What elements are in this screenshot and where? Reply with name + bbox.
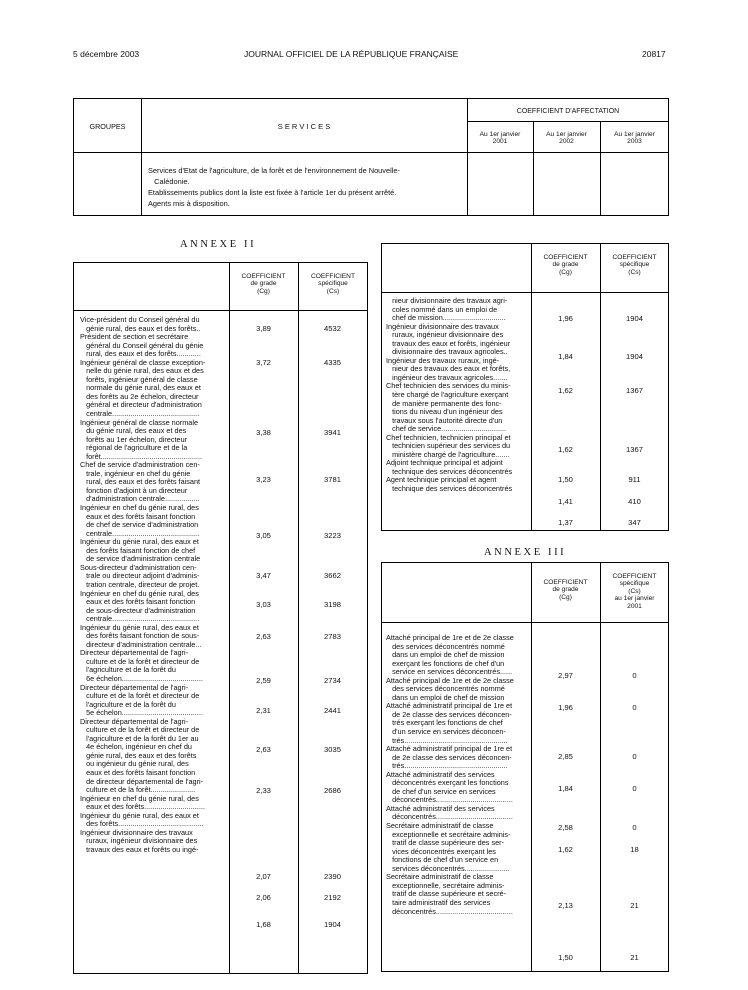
cs-value: 2441: [324, 706, 341, 715]
cg-value: 3,47: [256, 571, 271, 580]
cg-value: 2,85: [558, 752, 573, 761]
cs-value: 1904: [324, 920, 341, 929]
cs-value: 911: [628, 475, 641, 484]
col-year-2002: Au 1er janvier 2002: [546, 131, 587, 146]
page-number: 20817: [642, 49, 666, 59]
cs-value: 3781: [324, 475, 341, 484]
col-cs: COEFFICIENT spécifique (Cs): [311, 273, 355, 295]
cs-value: 1904: [626, 352, 643, 361]
cg-value: 2,13: [558, 901, 573, 910]
cg-value: 2,59: [256, 676, 271, 685]
cs-value: 0: [632, 784, 637, 793]
cs-value: 410: [628, 497, 641, 506]
cg-value: 1,84: [558, 352, 573, 361]
cs-value: 1904: [626, 314, 643, 323]
cs-value: 4532: [324, 324, 341, 333]
annex-ii-right-text: nieur divisionnaire des travaux agri- coles nommé dans un emploi de chef de mission............................... Ingénieur divisionnaire des travaux ruraux, ingénieur divisionnaire des travaux des eaux et forêts, ingénieur divisionnaire des travaux agricoles.. Ingénieur des travaux ruraux, ingé- nieur des travaux des eaux et forêts, ingénieur des travaux agricoles....... Chef technicien des services du minis- tère chargé de l'agriculture exerçant de manière permanente des fonc- tions du niveau d'un ingénieur des travaux sous l'autorité directe d'un chef de service................................ Chef technicien, technicien principal et technicien supérieur des services du ministère chargé de l'agriculture....... Adjoint technique principal et adjoint technique des services déconcentrés Agent technique principal et agent technique des services déconcentrés: [386, 296, 513, 494]
cs-value: 3941: [324, 428, 341, 437]
cg-value: 2,97: [558, 671, 573, 680]
top-table-body: Services d'Etat de l'agriculture, de la forêt et de l'environnement de Nouvelle- Calédonie. Etablissements publics dont la liste est fixée à l'article 1er du présent arrêté. Agents mis à disposition.: [148, 166, 400, 208]
cs-value: 1367: [626, 445, 643, 454]
col-cg-iii: COEFFICIENT de grade (Cg): [543, 579, 588, 601]
col-services: S E R V I C E S: [277, 122, 331, 131]
cs-value: 0: [632, 703, 637, 712]
cg-value: 3,89: [256, 324, 271, 333]
cs-value: 2192: [324, 893, 341, 902]
cg-value: 2,31: [256, 706, 271, 715]
cs-value: 2686: [324, 786, 341, 795]
cg-value: 3,38: [256, 428, 271, 437]
cg-value: 3,05: [256, 531, 271, 540]
cg-value: 2,06: [256, 893, 271, 902]
col-cs-iii: COEFFICIENT spécifique (Cs) au 1er janvier 2001: [612, 573, 657, 610]
cg-value: 1,96: [558, 703, 573, 712]
page-date: 5 décembre 2003: [73, 49, 140, 59]
col-groupes: GROUPES: [89, 122, 126, 131]
cs-value: 0: [632, 823, 637, 832]
cs-value: 0: [632, 752, 637, 761]
cg-value: 1,62: [558, 845, 573, 854]
cs-value: 3662: [324, 571, 341, 580]
journal-title: JOURNAL OFFICIEL DE LA RÉPUBLIQUE FRANÇAISE: [244, 49, 459, 59]
cg-value: 2,63: [256, 632, 271, 641]
cg-value: 1,50: [558, 953, 573, 962]
cs-value: 4335: [324, 358, 341, 367]
cg-value: 1,50: [558, 475, 573, 484]
cg-value: 2,58: [558, 823, 573, 832]
annex-iii-text: Attaché principal de 1re et de 2e classe des services déconcentrés nommé dans un emploi de chef de mission exerçant les fonctions de chef d'un service en services déconcentrés...... Attaché principal de 1re et de 2e classe des services déconcentrés nommé dans un emploi de chef de mission Attaché administratif principal de 1re et de 2e classe des services déconcen- trés exerçant les fonctions de chef d'un service en services déconcen- trés................................................... Attaché administratif principal de 1re et de 2e classe des services déconcen- trés................................................... Attaché administratif des services déconcentrés exerçant les fonctions de chef d'un service en services déconcentrés...................................... Attaché administratif des services déconcentrés...................................... Secrétaire administratif de classe exceptionnelle et secrétaire adminis- tratif de classe supérieure des ser- vices déconcentrés exerçant les fonctions de chef d'un service en services déconcentrés...................... Secrétaire administratif de classe exceptionnelle, secrétaire adminis- tratif de classe supérieure et secré- taire administratif des services déconcentrés......................................: [386, 633, 514, 916]
cg-value: 1,68: [256, 920, 271, 929]
col-year-2001: Au 1er janvier 2001: [479, 131, 521, 146]
cs-value: 2783: [324, 632, 341, 641]
cg-value: 3,23: [256, 475, 271, 484]
cs-value: 0: [632, 671, 637, 680]
cg-value: 2,63: [256, 745, 271, 754]
col-cs-right: COEFFICIENT spécifique (Cs): [612, 254, 657, 276]
cs-value: 3035: [324, 745, 341, 754]
cg-value: 1,62: [558, 445, 573, 454]
cg-value: 2,07: [256, 872, 271, 881]
cs-value: 2390: [324, 872, 341, 881]
cg-value: 1,41: [558, 497, 573, 506]
annex-ii-left-text: Vice-président du Conseil général du génie rural, des eaux et des forêts.. Président de section et secrétaire général du Conseil général du génie rural, des eaux et des forêts............ Ingénieur général de classe exception- nelle du génie rural, des eaux et des forêts, ingénieur général de classe normale du génie rural, des eaux et des forêts au 2e échelon, directeur général et directeur d'administration centrale........................................... Ingénieur général de classe normale du génie rural, des eaux et des forêts au 1er échelon, directeur régional de l'agriculture et de la forêt.................................................. Chef de service d'administration cen- trale, ingénieur en chef du génie rural, des eaux et des forêts faisant fonction d'adjoint à un directeur d'administration centrale................. Ingénieur en chef du génie rural, des eaux et des forêts faisant fonction de chef de service d'administration centrale........................................... Ingénieur du génie rural, des eaux et des forêts faisant fonction de chef de service d'administration centrale Sous-directeur d'administration cen- trale ou directeur adjoint d'adminis- tration centrale, directeur de projet. Ingénieur en chef du génie rural, des eaux et des forêts faisant fonction de sous-directeur d'administration centrale........................................... Ingénieur du génie rural, des eaux et des forêts faisant fonction de sous- directeur d'administration centrale... Directeur départemental de l'agri- culture et de la forêt et directeur de l'agriculture et de la forêt du 6e échelon........................................ Directeur départemental de l'agri- culture et de la forêt et directeur de l'agriculture et de la forêt du 5e échelon........................................ Directeur départemental de l'agri- culture et de la forêt et directeur de l'agriculture et de la forêt du 1er au 4e échelon, ingénieur en chef du génie rural, des eaux et des forêts ou ingénieur du génie rural, des eaux et des forêts faisant fonction de directeur départemental de l'agri- culture et de la forêt...................... Ingénieur en chef du génie rural, des eaux et des forêts.............................. Ingénieur du génie rural, des eaux et des forêts.......................................... Ingénieur divisionnaire des travaux ruraux, ingénieur divisionnaire des travaux des eaux et forêts ou ingé-: [80, 315, 206, 854]
cs-value: 2734: [324, 676, 341, 685]
annex-iii-table: [381, 562, 669, 972]
cg-value: 3,72: [256, 358, 271, 367]
cg-value: 1,96: [558, 314, 573, 323]
col-coef-affectation: COEFFICIENT D'AFFECTATION: [516, 108, 620, 115]
col-cg: COEFFICIENT de grade (Cg): [241, 273, 286, 295]
cg-value: 2,33: [256, 786, 271, 795]
cs-value: 21: [630, 901, 639, 910]
cg-value: 3,03: [256, 600, 271, 609]
annex-ii-title: ANNEXE II: [180, 239, 257, 250]
cs-value: 18: [630, 845, 639, 854]
annex-iii-title: ANNEXE III: [484, 547, 567, 558]
top-table: [73, 98, 669, 216]
cs-value: 1367: [626, 386, 643, 395]
cg-value: 1,62: [558, 386, 573, 395]
cs-value: 21: [630, 953, 639, 962]
cs-value: 3198: [324, 600, 341, 609]
cg-value: 1,84: [558, 784, 573, 793]
col-cg-right: COEFFICIENT de grade (Cg): [543, 254, 588, 276]
cg-value: 1,37: [558, 518, 573, 527]
col-year-2003: Au 1er janvier 2003: [614, 131, 655, 146]
cs-value: 347: [628, 518, 641, 527]
cs-value: 3223: [324, 531, 341, 540]
annex-ii-left-table: [73, 262, 368, 974]
